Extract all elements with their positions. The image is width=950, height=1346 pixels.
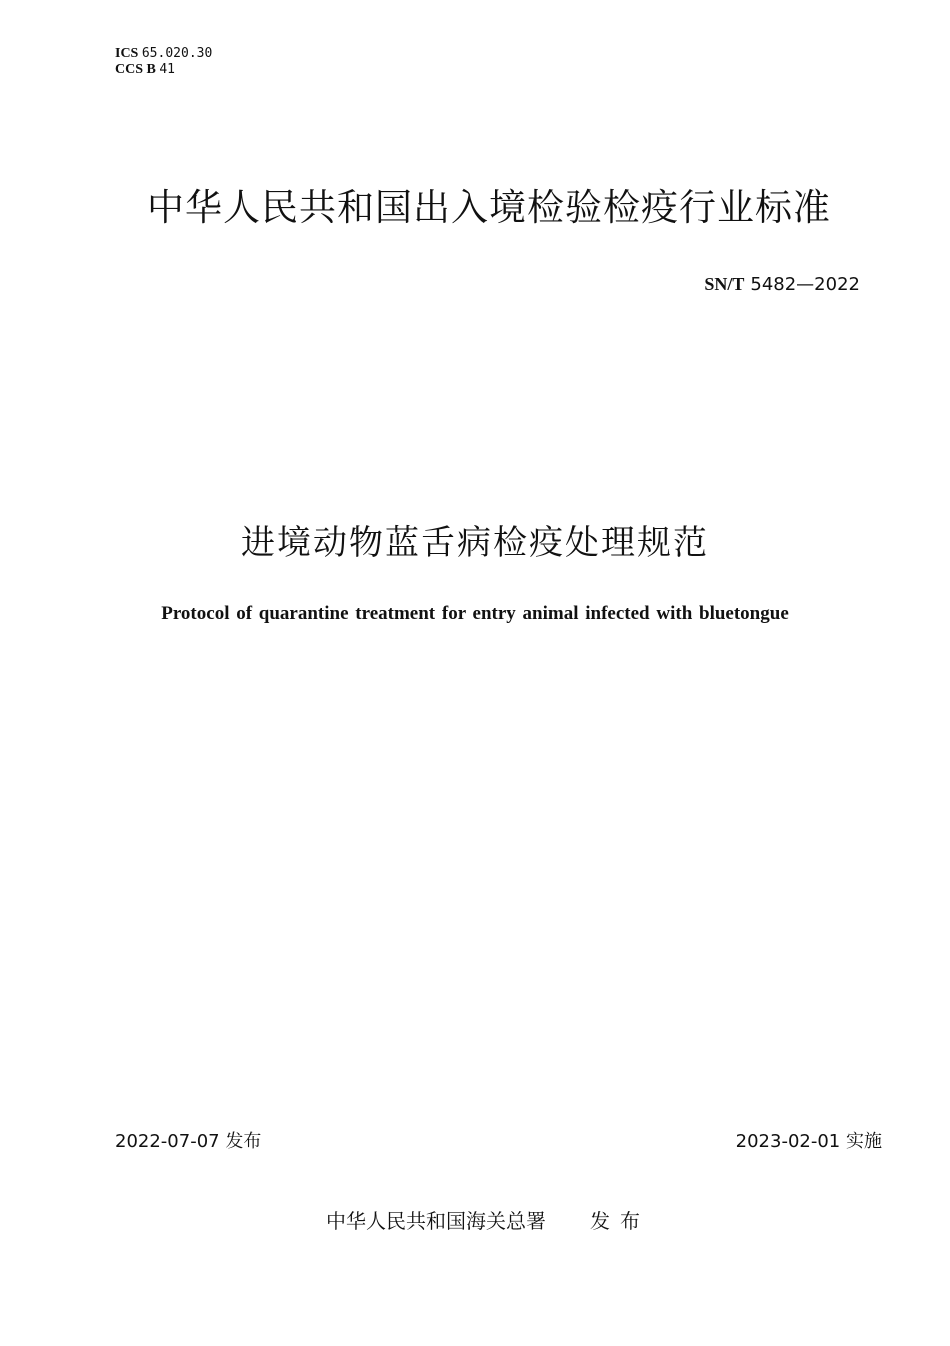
- document-title-chinese: 进境动物蓝舌病检疫处理规范: [241, 523, 709, 563]
- standard-number-value: 5482—2022: [750, 274, 860, 295]
- standard-number-prefix: SN/T: [704, 274, 745, 294]
- ics-label: ICS: [115, 46, 139, 61]
- standard-title: 中华人民共和国出入境检验检疫行业标准: [147, 186, 831, 229]
- ccs-code: [115, 62, 175, 78]
- standard-number: [704, 272, 860, 297]
- issuer-action: 发布: [590, 1209, 650, 1233]
- ics-code: [115, 46, 212, 62]
- document-title-english: Protocol of quarantine treatment for entry animal infected with bluetongue: [161, 603, 789, 624]
- ccs-value: 41: [159, 62, 176, 77]
- ics-value: 65.020.30: [141, 46, 213, 61]
- issuer-line: [0, 1207, 950, 1235]
- issuer-name: 中华人民共和国海关总署: [326, 1209, 546, 1233]
- issue-date: 2022-07-07 发布: [115, 1131, 262, 1152]
- implementation-date: 2023-02-01 实施: [735, 1131, 882, 1152]
- ccs-label: CCS B: [115, 62, 156, 77]
